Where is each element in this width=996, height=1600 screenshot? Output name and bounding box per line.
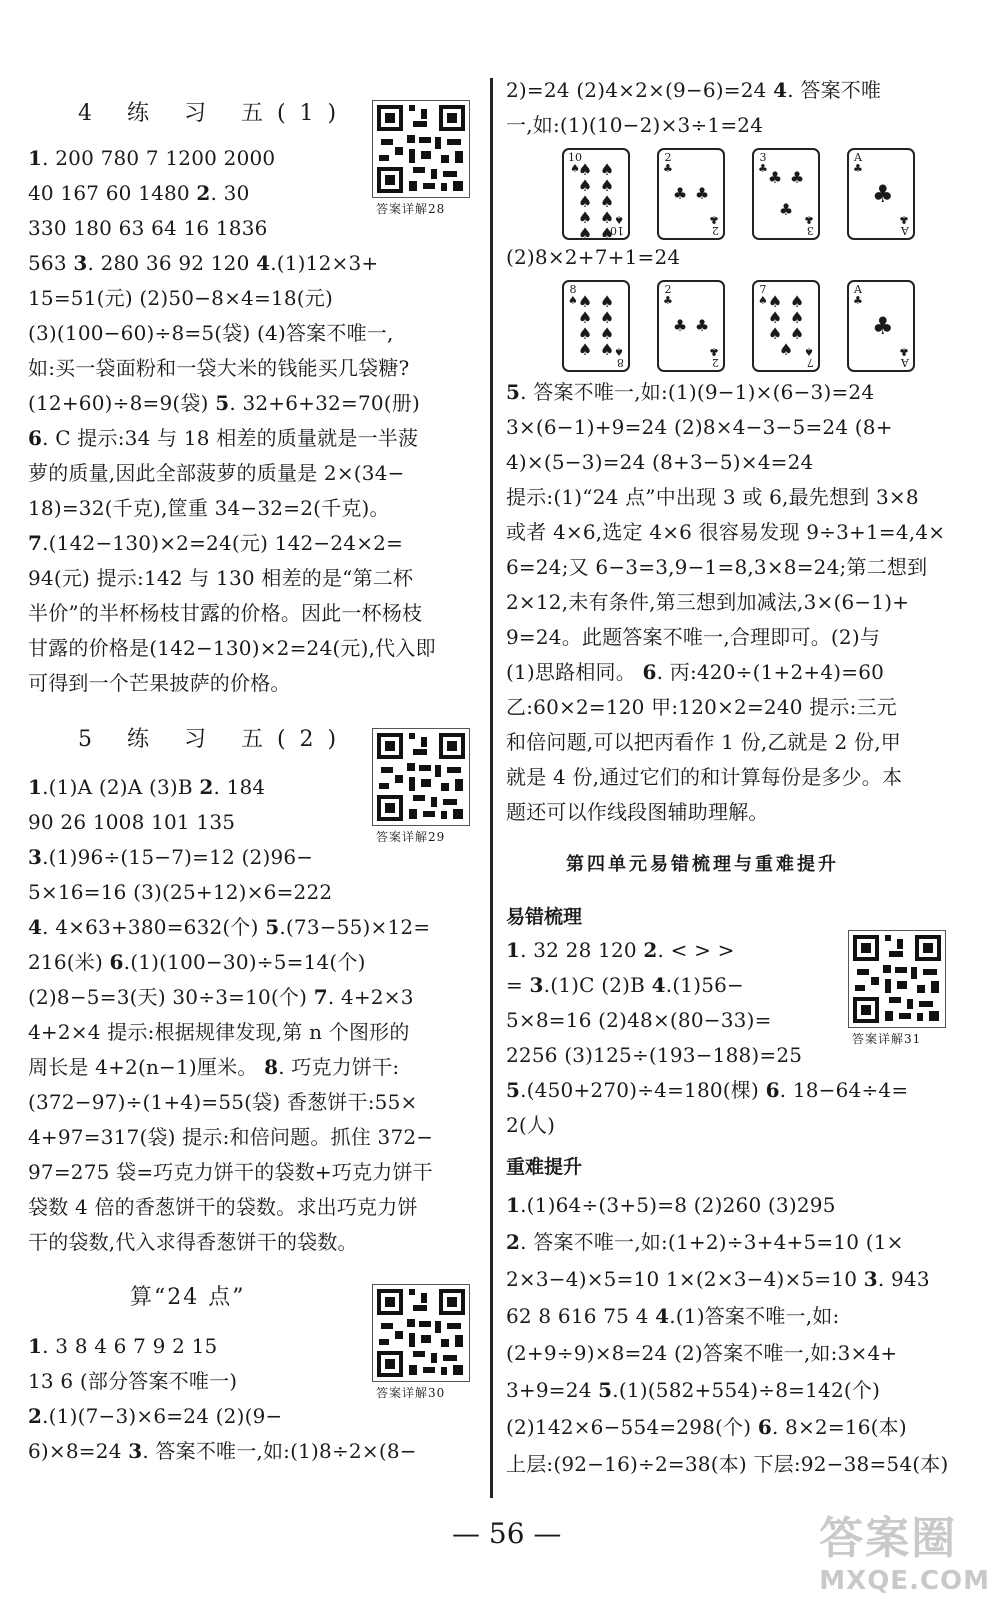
suit-icon: ♠ [767, 308, 783, 327]
answer-line: 5×8=16 (2)48×(80−33)= [506, 1008, 772, 1032]
answer-line: 2×12,未有条件,第三想到加减法,3×(6−1)+ [506, 590, 910, 614]
playing-card [752, 280, 820, 372]
answer-line: (2)8−5=3(天) 30÷3=10(个) 7. 4+2×3 [28, 985, 414, 1009]
suit-icon: ♠ [789, 324, 805, 343]
page-number: — 56 — [452, 1517, 562, 1550]
card-rank: 2 ♣ [663, 283, 673, 307]
card-pips [764, 294, 808, 358]
suit-icon: ♠ [577, 324, 593, 343]
subsection-title-advanced: 重难提升 [506, 1156, 583, 1178]
suit-icon: ♠ [577, 160, 593, 179]
answer-line: = 3.(1)C (2)B 4.(1)56− [506, 973, 744, 997]
answer-line: (3)(100−60)÷8=5(袋) (4)答案不唯一, [28, 321, 394, 345]
answer-line: 半价”的半杯杨枝甘露的价格。因此一杯杨枝 [28, 601, 423, 625]
suit-icon: ♣ [767, 168, 783, 187]
suit-icon: ♠ [577, 224, 593, 243]
suit-icon: ♣ [672, 316, 688, 335]
column-divider [490, 78, 493, 1498]
unit-4-qr-code [848, 930, 946, 1028]
card-pips [669, 162, 713, 226]
suit-icon: ♠ [599, 160, 615, 179]
answer-line: 2(人) [506, 1113, 556, 1137]
card-pips [764, 162, 808, 226]
card-pips [859, 294, 903, 358]
answer-line: 97=275 袋=巧克力饼干的袋数+巧克力饼干 [28, 1160, 433, 1184]
answer-line: 或者 4×6,选定 4×6 很容易发现 9÷3+1=4,4× [506, 520, 946, 544]
answer-line: (12+60)÷8=9(袋) 5. 32+6+32=70(册) [28, 391, 420, 415]
answer-line: 上层:(92−16)÷2=38(本) 下层:92−38=54(本) [506, 1452, 949, 1476]
answer-line: 5×16=16 (3)(25+12)×6=222 [28, 880, 333, 904]
answer-line: 5. 答案不唯一,如:(1)(9−1)×(6−3)=24 [506, 380, 875, 404]
suit-icon: ♠ [778, 340, 794, 359]
suit-icon: ♠ [789, 308, 805, 327]
playing-card [752, 148, 820, 240]
section-2-qr-caption: 答案详解29 [376, 830, 446, 844]
card-rank: 8 ♠ [568, 283, 578, 307]
answer-line: (1)思路相同。 6. 丙:420÷(1+2+4)=60 [506, 660, 885, 684]
playing-card [847, 148, 915, 240]
answer-line: 94(元) 提示:142 与 130 相差的是“第二杯 [28, 566, 414, 590]
suit-icon: ♣ [872, 180, 894, 208]
answer-line: (2+9÷9)×8=24 (2)答案不唯一,如:3×4+ [506, 1341, 898, 1365]
answer-line: (2)8×2+7+1=24 [506, 245, 681, 269]
suit-icon: ♣ [778, 200, 794, 219]
answer-line: 可得到一个芒果披萨的价格。 [28, 671, 291, 695]
suit-icon: ♣ [872, 312, 894, 340]
answer-line: (372−97)÷(1+4)=55(袋) 香葱饼干:55× [28, 1090, 418, 1114]
card-rank-inverted: 3 ♣ [804, 213, 814, 237]
answer-line: 330 180 63 64 16 1836 [28, 216, 268, 240]
answer-line: 题还可以作线段图辅助理解。 [506, 800, 769, 824]
section-heading-24-points: 算“24 点” [130, 1285, 246, 1310]
section-1-qr-caption: 答案详解28 [376, 202, 446, 216]
answer-line: 18)=32(千克),筐重 34−32=2(千克)。 [28, 496, 390, 520]
section-3-qr-code [372, 1284, 470, 1382]
playing-card [562, 148, 630, 243]
card-rank: 3 ♣ [758, 151, 768, 175]
answer-line: 2×3−4)×5=10 1×(2×3−4)×5=10 3. 943 [506, 1267, 930, 1291]
answer-line: 1. 200 780 7 1200 2000 [28, 146, 276, 170]
answer-line: 萝的质量,因此全部菠萝的质量是 2×(34− [28, 461, 405, 485]
answer-line: 3.(1)96÷(15−7)=12 (2)96− [28, 845, 314, 869]
answer-line: 2)=24 (2)4×2×(9−6)=24 4. 答案不唯 [506, 78, 882, 102]
playing-card [657, 148, 725, 240]
answer-line: 就是 4 份,通过它们的和计算每份是多少。本 [506, 765, 903, 789]
answer-line: 90 26 1008 101 135 [28, 810, 236, 834]
card-pips [859, 162, 903, 226]
answer-line: 2. 答案不唯一,如:(1+2)÷3+4+5=10 (1× [506, 1230, 904, 1254]
answer-line: 1.(1)64÷(3+5)=8 (2)260 (3)295 [506, 1193, 836, 1217]
section-heading-practice-5-2: 5 练 习 五(2) [78, 727, 351, 752]
card-rank: A ♣ [853, 283, 863, 307]
subsection-title-error-review: 易错梳理 [506, 906, 583, 928]
card-rank-inverted: 10 ♠ [610, 213, 624, 237]
answer-line: 甘露的价格是(142−130)×2=24(元),代入即 [28, 636, 436, 660]
suit-icon: ♣ [672, 184, 688, 203]
suit-icon: ♠ [599, 340, 615, 359]
answer-line: 6=24;又 6−3=3,9−1=8,3×8=24;第二想到 [506, 555, 928, 579]
answer-line: 4. 4×63+380=632(个) 5.(73−55)×12= [28, 915, 431, 939]
answer-line: 周长是 4+2(n−1)厘米。 8. 巧克力饼干: [28, 1055, 400, 1079]
suit-icon: ♠ [577, 308, 593, 327]
answer-line: 216(米) 6.(1)(100−30)÷5=14(个) [28, 950, 366, 974]
suit-icon: ♠ [577, 208, 593, 227]
answer-line: 4+2×4 提示:根据规律发现,第 n 个图形的 [28, 1020, 410, 1044]
playing-card [657, 280, 725, 372]
playing-card [847, 280, 915, 372]
answer-line: 4+97=317(袋) 提示:和倍问题。抓住 372− [28, 1125, 434, 1149]
answer-line: 15=51(元) (2)50−8×4=18(元) [28, 286, 333, 310]
suit-icon: ♠ [599, 208, 615, 227]
answer-line: 3+9=24 5.(1)(582+554)÷8=142(个) [506, 1378, 881, 1402]
card-rank-inverted: 7 ♠ [804, 345, 814, 369]
suit-icon: ♠ [577, 192, 593, 211]
card-rank: 7 ♠ [758, 283, 768, 307]
suit-icon: ♠ [767, 292, 783, 311]
answer-line: 提示:(1)“24 点”中出现 3 或 6,最先想到 3×8 [506, 485, 919, 509]
card-rank: 10 ♠ [568, 151, 582, 175]
card-rank-inverted: 2 ♣ [709, 213, 719, 237]
watermark-brand: 答案圈 [819, 1513, 958, 1564]
suit-icon: ♣ [789, 168, 805, 187]
answer-line: 干的袋数,代入求得香葱饼干的袋数。 [28, 1230, 358, 1254]
suit-icon: ♠ [599, 308, 615, 327]
answer-line: 6)×8=24 3. 答案不唯一,如:(1)8÷2×(8− [28, 1439, 417, 1463]
answer-line: 13 6 (部分答案不唯一) [28, 1369, 238, 1393]
answer-line: 2256 (3)125÷(193−188)=25 [506, 1043, 803, 1067]
suit-icon: ♠ [599, 192, 615, 211]
answer-line: 1. 3 8 4 6 7 9 2 15 [28, 1334, 218, 1358]
section-heading-practice-5-1: 4 练 习 五(1) [78, 101, 351, 126]
answer-line: 1. 32 28 120 2. < > > [506, 938, 735, 962]
card-rank-inverted: A ♣ [899, 345, 909, 369]
card-pips [574, 294, 618, 358]
answer-line: 5.(450+270)÷4=180(棵) 6. 18−64÷4= [506, 1078, 909, 1102]
suit-icon: ♣ [694, 184, 710, 203]
watermark-domain: MXQE.COM [819, 1566, 990, 1596]
answer-line: 乙:60×2=120 甲:120×2=240 提示:三元 [506, 695, 897, 719]
answer-line: 1.(1)A (2)A (3)B 2. 184 [28, 775, 266, 799]
suit-icon: ♠ [789, 292, 805, 311]
unit-4-qr-caption: 答案详解31 [852, 1032, 922, 1046]
answer-line: 和倍问题,可以把丙看作 1 份,乙就是 2 份,甲 [506, 730, 901, 754]
answer-line: 9=24。此题答案不唯一,合理即可。(2)与 [506, 625, 881, 649]
suit-icon: ♠ [577, 292, 593, 311]
answer-line: (2)142×6−554=298(个) 6. 8×2=16(本) [506, 1415, 907, 1439]
suit-icon: ♠ [577, 340, 593, 359]
section-2-qr-code [372, 728, 470, 826]
suit-icon: ♠ [599, 176, 615, 195]
answer-line: 一,如:(1)(10−2)×3÷1=24 [506, 113, 764, 137]
playing-card [562, 280, 630, 372]
answer-line: 2.(1)(7−3)×6=24 (2)(9− [28, 1404, 283, 1428]
unit-heading: 第四单元易错梳理与重难提升 [566, 854, 839, 875]
answer-line: 563 3. 280 36 92 120 4.(1)12×3+ [28, 251, 379, 275]
answer-line: 62 8 616 75 4 4.(1)答案不唯一,如: [506, 1304, 840, 1328]
answer-line: 3×(6−1)+9=24 (2)8×4−3−5=24 (8+ [506, 415, 893, 439]
suit-icon: ♠ [599, 324, 615, 343]
suit-icon: ♣ [694, 316, 710, 335]
card-rank: A ♣ [853, 151, 863, 175]
answer-line: 4)×(5−3)=24 (8+3−5)×4=24 [506, 450, 814, 474]
answer-line: 如:买一袋面粉和一袋大米的钱能买几袋糖? [28, 356, 410, 380]
answer-line: 7.(142−130)×2=24(元) 142−24×2= [28, 531, 404, 555]
watermark [819, 1502, 990, 1596]
card-pips [669, 294, 713, 358]
section-1-qr-code [372, 100, 470, 198]
answer-line: 袋数 4 倍的香葱饼干的袋数。求出巧克力饼 [28, 1195, 418, 1219]
suit-icon: ♠ [599, 224, 615, 243]
suit-icon: ♠ [599, 292, 615, 311]
card-rank-inverted: A ♣ [899, 213, 909, 237]
section-3-qr-caption: 答案详解30 [376, 1386, 446, 1400]
card-rank-inverted: 2 ♣ [709, 345, 719, 369]
card-rank-inverted: 8 ♠ [614, 345, 624, 369]
suit-icon: ♠ [577, 176, 593, 195]
answer-line: 6. C 提示:34 与 18 相差的质量就是一半菠 [28, 426, 419, 450]
answer-line: 40 167 60 1480 2. 30 [28, 181, 250, 205]
suit-icon: ♠ [767, 324, 783, 343]
card-rank: 2 ♣ [663, 151, 673, 175]
